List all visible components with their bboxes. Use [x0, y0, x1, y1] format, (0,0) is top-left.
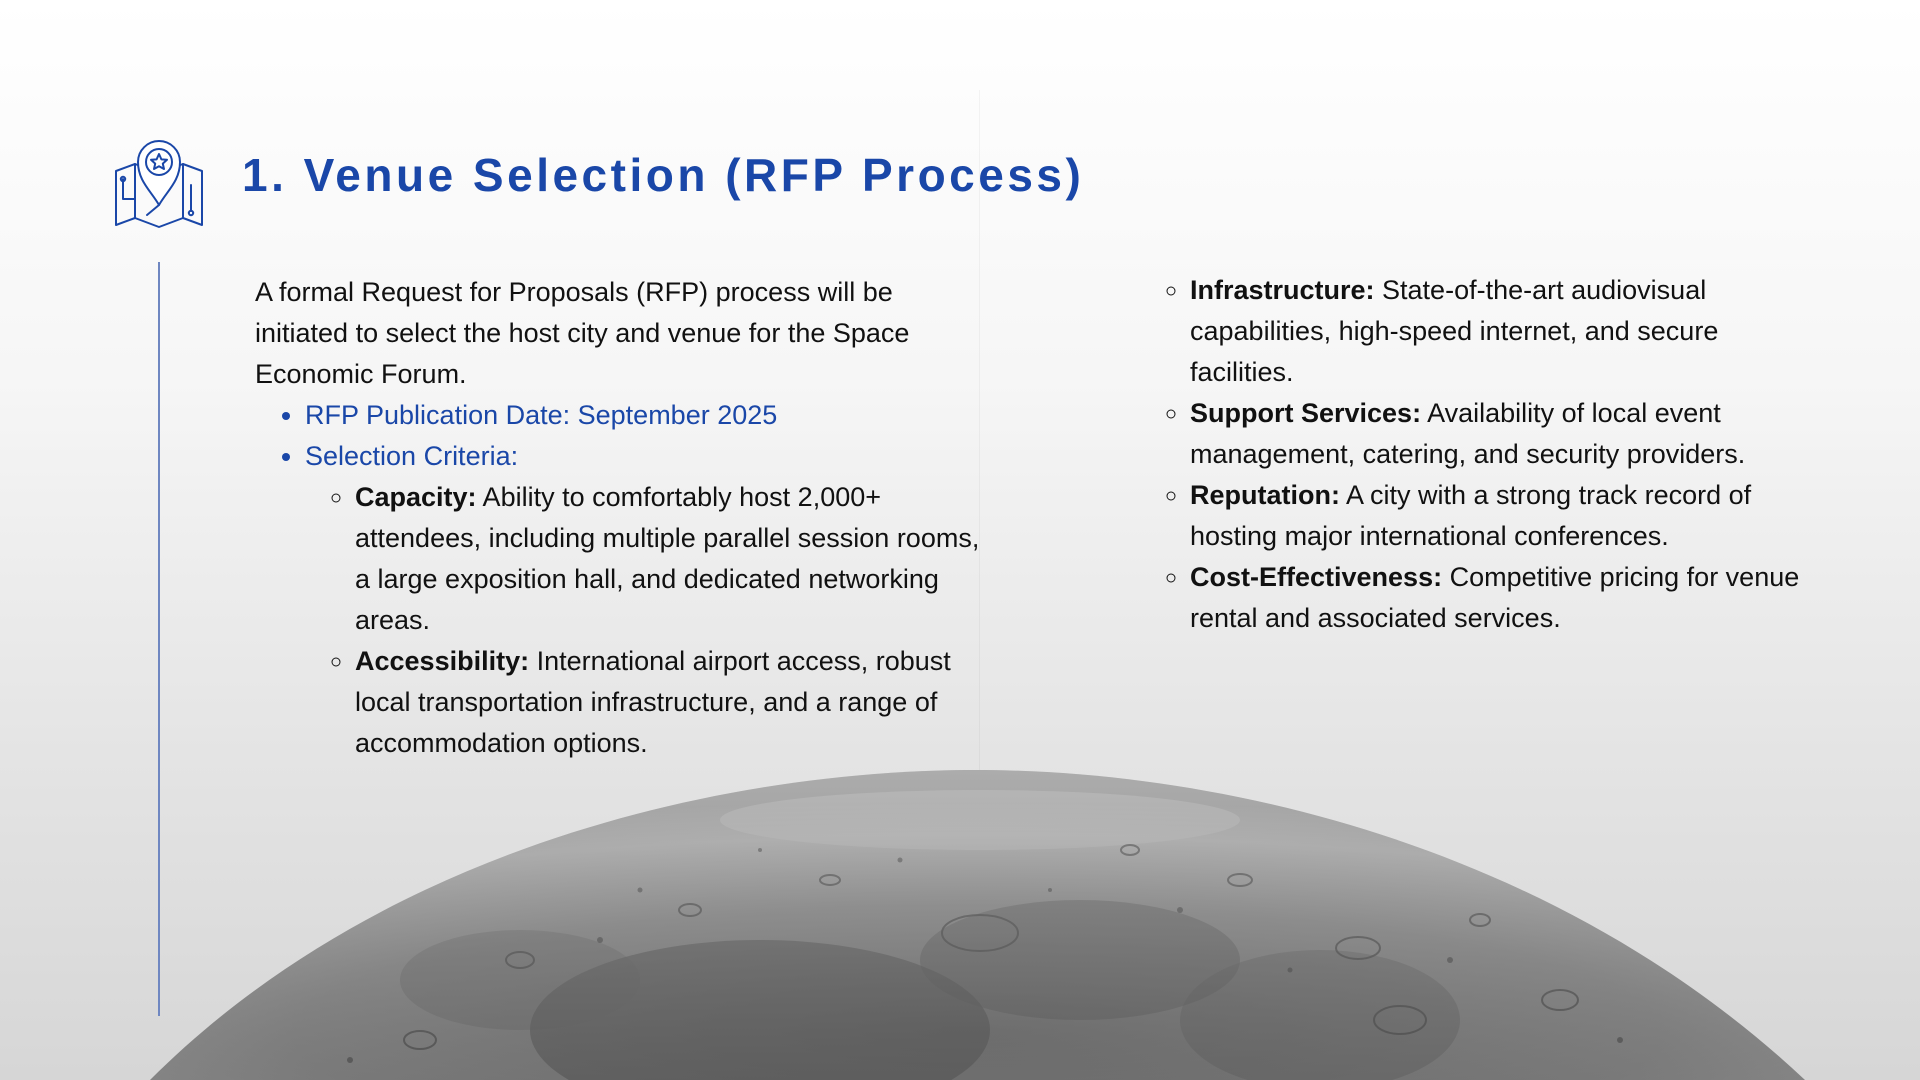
right-column [1165, 270, 1825, 639]
criterion-accessibility [355, 641, 985, 764]
criterion-text: Ability to comfortably host 2,000+ attendees, including multiple parallel session rooms, a large exposition hall, and dedicated networking areas. [355, 482, 980, 635]
bullet-list [255, 395, 985, 764]
criteria-list [305, 477, 985, 764]
criterion-capacity [355, 477, 985, 641]
map-pin-star-icon [113, 133, 205, 231]
criterion-support-services [1190, 393, 1825, 475]
page-title: 1. Venue Selection (RFP Process) [242, 149, 1085, 201]
criterion-text: Availability of local event management, catering, and security providers. [1190, 398, 1746, 469]
criterion-label: Cost-Effectiveness: [1190, 562, 1443, 592]
criterion-text: International airport access, robust local transportation infrastructure, and a range of accommodation options. [355, 646, 951, 758]
criterion-label: Infrastructure: [1190, 275, 1375, 305]
intro-paragraph: A formal Request for Proposals (RFP) process will be initiated to select the host city and venue for the Space Economic Forum. [255, 277, 910, 389]
criterion-infrastructure [1190, 270, 1825, 393]
criterion-text: A city with a strong track record of hosting major international conferences. [1190, 480, 1752, 551]
criterion-label: Capacity: [355, 482, 477, 512]
criteria-list-continued [1165, 270, 1825, 639]
selection-criteria-label: Selection Criteria: [305, 441, 519, 471]
criterion-text: State-of-the-art audiovisual capabilities, high-speed internet, and secure facilities. [1190, 275, 1719, 387]
criterion-reputation [1190, 475, 1825, 557]
criterion-label: Reputation: [1190, 480, 1340, 510]
left-column [255, 272, 985, 764]
criterion-text: Competitive pricing for venue rental and associated services. [1190, 562, 1800, 633]
bullet-selection-criteria [305, 436, 985, 764]
criterion-cost-effectiveness [1190, 557, 1825, 639]
bullet-publication-date: • RFP Publication Date: September 2025 [305, 395, 985, 436]
criterion-label: Accessibility: [355, 646, 530, 676]
criterion-label: Support Services: [1190, 398, 1422, 428]
moon-surface-image [0, 770, 1920, 1080]
